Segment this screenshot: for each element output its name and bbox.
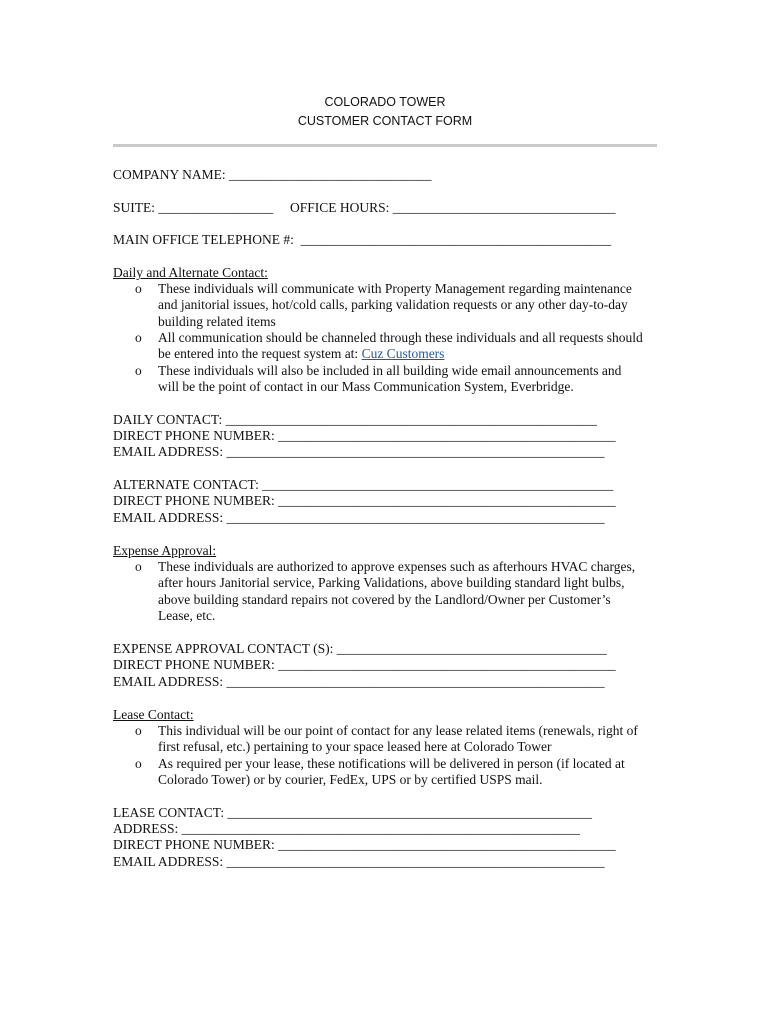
lease-email-field[interactable]: EMAIL ADDRESS: ________________________________________________________: [113, 854, 605, 869]
daily-bullet-2: [158, 330, 658, 363]
daily-alternate-heading: Daily and Alternate Contact:: [113, 265, 268, 280]
bullet-glyph: o: [135, 330, 142, 345]
bullet-glyph: o: [135, 559, 142, 574]
lease-address-field[interactable]: ADDRESS: ___________________________________________________________: [113, 821, 580, 836]
bullet-glyph: o: [135, 723, 142, 738]
main-office-telephone-field[interactable]: MAIN OFFICE TELEPHONE #: ______________________________________________: [113, 232, 612, 247]
expense-approval-contact-field[interactable]: EXPENSE APPROVAL CONTACT (S): ________________________________________: [113, 641, 607, 656]
alternate-email-field[interactable]: EMAIL ADDRESS: ________________________________________________________: [113, 510, 605, 525]
lease-contact-heading: Lease Contact:: [113, 707, 194, 722]
lease-direct-phone-field[interactable]: DIRECT PHONE NUMBER: __________________________________________________: [113, 837, 616, 852]
daily-email-field[interactable]: EMAIL ADDRESS: ________________________________________________________: [113, 444, 605, 459]
alternate-contact-field[interactable]: ALTERNATE CONTACT: ____________________________________________________: [113, 477, 614, 492]
daily-direct-phone-field[interactable]: DIRECT PHONE NUMBER: __________________________________________________: [113, 428, 616, 443]
form-title-line-1: COLORADO TOWER: [324, 95, 446, 109]
lease-bullet-2: As required per your lease, these notifications will be delivered in person (if located at Colorado Tower) or by courier, FedEx, UPS or by certified USPS mail.: [158, 756, 625, 788]
cuz-customers-link[interactable]: Cuz Customers: [361, 346, 445, 362]
daily-bullet-3: These individuals will also be included in all building wide email announcements and will be the point of contact in our Mass Communication System, Everbridge.: [158, 363, 622, 395]
suite-office-hours-field[interactable]: SUITE: _________________ OFFICE HOURS: _________________________________: [113, 200, 616, 215]
form-title-line-2: CUSTOMER CONTACT FORM: [297, 114, 473, 128]
bullet-glyph: o: [135, 756, 142, 771]
daily-bullet-2-text: All communication should be channeled through these individuals and all requests should be entered into the request system at:: [158, 330, 643, 362]
expense-approval-heading: Expense Approval:: [113, 543, 217, 558]
lease-contact-field[interactable]: LEASE CONTACT: ______________________________________________________: [113, 805, 592, 820]
expense-email-field[interactable]: EMAIL ADDRESS: ________________________________________________________: [113, 674, 605, 689]
expense-direct-phone-field[interactable]: DIRECT PHONE NUMBER: __________________________________________________: [113, 657, 616, 672]
title-divider: [113, 144, 657, 147]
expense-bullet-1: These individuals are authorized to approve expenses such as afterhours HVAC charges, after hours Janitorial service, Parking Validations, above building standard light bulbs, above building standard repairs not covered by the Landlord/Owner per Customer’s Lease, etc.: [158, 559, 636, 623]
bullet-glyph: o: [135, 363, 142, 378]
company-name-field[interactable]: COMPANY NAME: ______________________________: [113, 167, 432, 182]
bullet-glyph: o: [135, 281, 142, 296]
daily-contact-field[interactable]: DAILY CONTACT: _______________________________________________________: [113, 412, 597, 427]
lease-bullet-1: This individual will be our point of contact for any lease related items (renewals, right of first refusal, etc.) pertaining to your space leased here at Colorado Tower: [158, 723, 638, 755]
alternate-direct-phone-field[interactable]: DIRECT PHONE NUMBER: __________________________________________________: [113, 493, 616, 508]
daily-bullet-1: These individuals will communicate with Property Management regarding maintenance and janitorial issues, hot/cold calls, parking validation requests or any other day-to-day building related items: [158, 281, 632, 329]
